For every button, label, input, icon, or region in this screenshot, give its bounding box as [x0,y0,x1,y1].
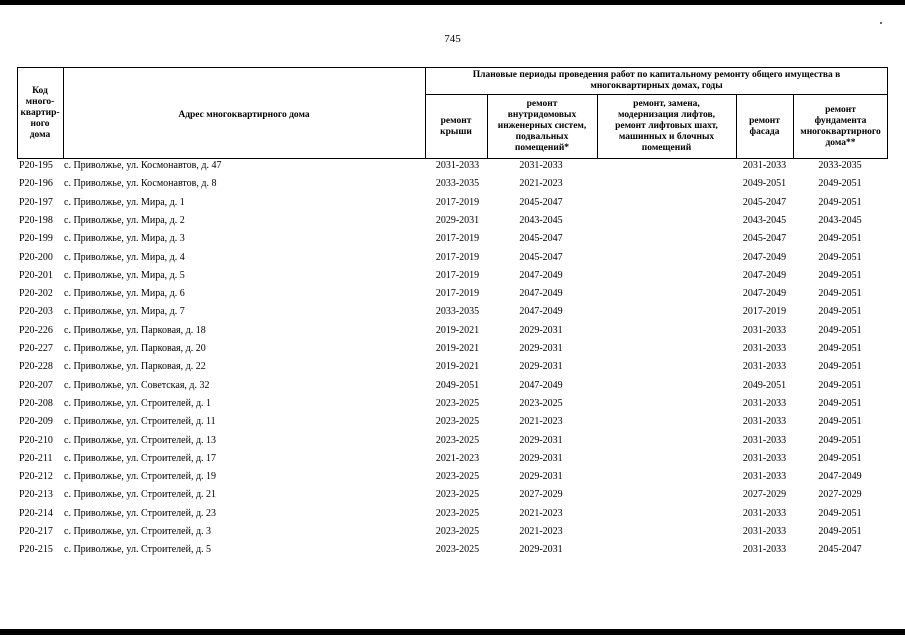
header-lift [597,94,736,159]
cell-roof: 2023-2025 [435,471,480,483]
cell-address: с. Приволжье, ул. Мира, д. 1 [64,196,185,208]
header-facade-line: фасада [749,126,780,137]
cell-foundation: 2049-2051 [818,397,862,409]
table-row [17,306,887,324]
cell-code: Р20-195 [19,160,53,171]
table-row [17,489,887,507]
cell-foundation: 2049-2051 [818,178,862,190]
header-facade-line: ремонт [749,115,780,126]
cell-foundation: 2049-2051 [818,306,862,318]
cell-foundation: 2049-2051 [818,452,862,464]
cell-code: Р20-226 [19,324,53,336]
table-row [17,380,887,398]
cell-address: с. Приволжье, ул. Строителей, д. 23 [64,507,217,519]
cell-foundation: 2049-2051 [818,324,862,336]
cell-code: Р20-201 [19,269,53,281]
cell-code: Р20-217 [19,526,53,537]
cell-facade: 2031-2033 [742,471,787,483]
cell-roof: 2019-2021 [435,361,480,373]
cell-address: с. Приволжье, ул. Мира, д. 3 [64,233,185,245]
cell-roof: 2023-2025 [435,507,480,519]
cell-roof: 2029-2031 [435,214,480,226]
header-foundation [793,94,888,159]
cell-roof: 2023-2025 [435,544,480,556]
cell-foundation: 2049-2051 [818,526,862,537]
cell-foundation: 2049-2051 [818,343,862,354]
cell-address: с. Приволжье, ул. Парковая, д. 20 [64,343,206,354]
page-number: 745 [444,33,461,45]
cell-address: с. Приволжье, ул. Мира, д. 7 [64,306,185,318]
cell-foundation: 2049-2051 [818,233,862,245]
cell-roof: 2023-2025 [435,489,480,501]
cell-foundation: 2049-2051 [818,269,862,281]
table-row [17,288,887,306]
header-code [17,67,63,159]
cell-code: Р20-212 [19,471,53,483]
cell-roof: 2023-2025 [435,416,480,428]
cell-roof: 2021-2023 [435,452,480,464]
cell-roof: 2033-2035 [435,306,480,318]
cell-facade: 2031-2033 [742,544,787,556]
cell-facade: 2031-2033 [742,343,787,354]
cell-foundation: 2049-2051 [818,288,862,300]
cell-engineering: 2047-2049 [519,269,563,281]
header-lift-line: ремонт лифтовых шахт, [615,121,718,131]
cell-engineering: 2027-2029 [519,489,563,501]
cell-address: с. Приволжье, ул. Мира, д. 4 [64,251,185,263]
cell-address: с. Приволжье, ул. Строителей, д. 11 [64,416,216,428]
cell-address: с. Приволжье, ул. Строителей, д. 3 [64,526,212,537]
cell-engineering: 2029-2031 [519,452,563,464]
cell-engineering: 2043-2045 [519,214,563,226]
cell-code: Р20-209 [19,416,53,428]
cell-facade: 2049-2051 [742,379,787,391]
cell-code: Р20-211 [19,452,53,464]
cell-engineering: 2021-2023 [519,416,563,428]
cell-code: Р20-197 [19,196,53,208]
cell-facade: 2031-2033 [742,507,787,519]
table-row [17,544,887,562]
header-engineering [487,94,597,159]
header-engineering-line: подвальных [515,132,569,142]
header-engineering-line: инженерных систем, [497,121,587,131]
table-row [17,233,887,251]
header-code-line: ного [30,118,50,129]
header-foundation-line: ремонт [825,104,856,115]
cell-engineering: 2029-2031 [519,361,563,373]
cell-address: с. Приволжье, ул. Парковая, д. 18 [64,324,206,336]
cell-address: с. Приволжье, ул. Космонавтов, д. 8 [64,178,217,190]
table-row [17,453,887,471]
cell-code: Р20-207 [19,379,53,391]
cell-code: Р20-200 [19,251,53,263]
cell-engineering: 2029-2031 [519,343,563,354]
cell-foundation: 2049-2051 [818,361,862,373]
cell-address: с. Приволжье, ул. Мира, д. 5 [64,269,185,281]
header-foundation-line: многоквартирного [800,126,881,137]
cell-code: Р20-213 [19,489,53,501]
cell-foundation: 2049-2051 [818,416,862,428]
cell-foundation: 2049-2051 [818,434,862,446]
cell-code: Р20-199 [19,233,53,245]
table-row [17,178,887,196]
scan-mark [880,22,882,24]
cell-roof: 2017-2019 [435,233,480,245]
cell-roof: 2019-2021 [435,343,480,354]
header-engineering-line: помещений* [514,143,570,153]
table-row [17,270,887,288]
cell-foundation: 2045-2047 [818,544,862,556]
cell-facade: 2049-2051 [742,178,787,190]
cell-address: с. Приволжье, ул. Мира, д. 6 [64,288,185,300]
cell-engineering: 2029-2031 [519,434,563,446]
cell-address: с. Приволжье, ул. Строителей, д. 19 [64,471,217,483]
header-code-line: дома [29,129,51,140]
header-code-line: квартир- [20,107,60,118]
cell-engineering: 2045-2047 [519,233,563,245]
cell-foundation: 2047-2049 [818,471,862,483]
cell-foundation: 2049-2051 [818,379,862,391]
header-periods-line: Плановые периоды проведения работ по капитальному ремонту общего имущества в [472,69,841,80]
cell-roof: 2017-2019 [435,196,480,208]
cell-address: с. Приволжье, ул. Строителей, д. 21 [64,489,217,501]
cell-facade: 2031-2033 [742,416,787,428]
cell-address: с. Приволжье, ул. Строителей, д. 1 [64,397,212,409]
cell-foundation: 2043-2045 [818,214,862,226]
cell-foundation: 2027-2029 [818,489,862,501]
table-row [17,197,887,215]
cell-foundation: 2033-2035 [818,160,862,171]
cell-code: Р20-210 [19,434,53,446]
cell-facade: 2045-2047 [742,233,787,245]
cell-engineering: 2029-2031 [519,544,563,556]
table-row [17,435,887,453]
cell-engineering: 2021-2023 [519,507,563,519]
cell-facade: 2043-2045 [742,214,787,226]
cell-engineering: 2021-2023 [519,178,563,190]
table-row [17,526,887,544]
cell-code: Р20-198 [19,214,53,226]
cell-facade: 2031-2033 [742,324,787,336]
cell-address: с. Приволжье, ул. Строителей, д. 17 [64,452,217,464]
header-code-line: много- [25,96,55,107]
cell-engineering: 2021-2023 [519,526,563,537]
header-lift-line: помещений [641,143,692,153]
cell-address: с. Приволжье, ул. Мира, д. 2 [64,214,185,226]
table-row [17,398,887,416]
table-row [17,361,887,379]
header-periods-title [425,67,888,94]
table-row [17,215,887,233]
cell-address: с. Приволжье, ул. Строителей, д. 5 [64,544,212,556]
cell-facade: 2017-2019 [742,306,787,318]
top-border-bar [0,0,905,5]
cell-roof: 2023-2025 [435,397,480,409]
header-lift-line: ремонт, замена, [633,99,700,109]
cell-facade: 2031-2033 [742,526,787,537]
cell-engineering: 2045-2047 [519,251,563,263]
header-engineering-line: внутридомовых [507,110,577,120]
cell-address: с. Приволжье, ул. Космонавтов, д. 47 [64,160,222,171]
header-foundation-line: дома** [825,137,856,148]
cell-engineering: 2045-2047 [519,196,563,208]
cell-roof: 2023-2025 [435,526,480,537]
cell-code: Р20-196 [19,178,53,190]
cell-roof: 2033-2035 [435,178,480,190]
cell-engineering: 2047-2049 [519,288,563,300]
cell-facade: 2047-2049 [742,288,787,300]
header-periods-line: многоквартирных домах, годы [590,80,723,91]
cell-facade: 2031-2033 [742,160,787,171]
cell-engineering: 2031-2033 [519,160,563,171]
cell-code: Р20-208 [19,397,53,409]
header-roof [425,94,487,159]
cell-roof: 2031-2033 [435,160,480,171]
cell-facade: 2047-2049 [742,251,787,263]
cell-roof: 2017-2019 [435,269,480,281]
cell-facade: 2045-2047 [742,196,787,208]
cell-code: Р20-227 [19,343,53,354]
cell-code: Р20-202 [19,288,53,300]
header-code-line: Код [32,85,48,96]
cell-facade: 2031-2033 [742,397,787,409]
cell-facade: 2027-2029 [742,489,787,501]
header-address: Адрес многоквартирного дома [178,109,310,120]
cell-address: с. Приволжье, ул. Парковая, д. 22 [64,361,206,373]
cell-engineering: 2047-2049 [519,379,563,391]
table-row [17,471,887,489]
cell-roof: 2017-2019 [435,288,480,300]
table-row [17,343,887,361]
header-roof-line: крыши [440,126,472,137]
cell-code: Р20-228 [19,361,53,373]
table-row [17,160,887,178]
cell-roof: 2023-2025 [435,434,480,446]
cell-engineering: 2047-2049 [519,306,563,318]
cell-code: Р20-214 [19,507,53,519]
cell-facade: 2047-2049 [742,269,787,281]
table-row [17,252,887,270]
cell-foundation: 2049-2051 [818,251,862,263]
header-lift-line: машинных и блочных [618,132,715,142]
header-lift-line: модернизация лифтов, [617,110,716,120]
cell-code: Р20-215 [19,544,53,556]
cell-engineering: 2029-2031 [519,324,563,336]
cell-facade: 2031-2033 [742,361,787,373]
cell-address: с. Приволжье, ул. Советская, д. 32 [64,379,210,391]
cell-roof: 2049-2051 [435,379,480,391]
cell-engineering: 2029-2031 [519,471,563,483]
cell-facade: 2031-2033 [742,434,787,446]
table-row [17,325,887,343]
header-roof-line: ремонт [440,115,472,126]
header-facade [736,94,793,159]
table-row [17,508,887,526]
cell-roof: 2019-2021 [435,324,480,336]
bottom-border-bar [0,629,905,635]
cell-roof: 2017-2019 [435,251,480,263]
cell-facade: 2031-2033 [742,452,787,464]
cell-foundation: 2049-2051 [818,196,862,208]
header-engineering-line: ремонт [526,99,558,109]
cell-foundation: 2049-2051 [818,507,862,519]
cell-address: с. Приволжье, ул. Строителей, д. 13 [64,434,217,446]
cell-engineering: 2023-2025 [519,397,563,409]
cell-code: Р20-203 [19,306,53,318]
header-foundation-line: фундамента [814,115,867,126]
table-row [17,416,887,434]
